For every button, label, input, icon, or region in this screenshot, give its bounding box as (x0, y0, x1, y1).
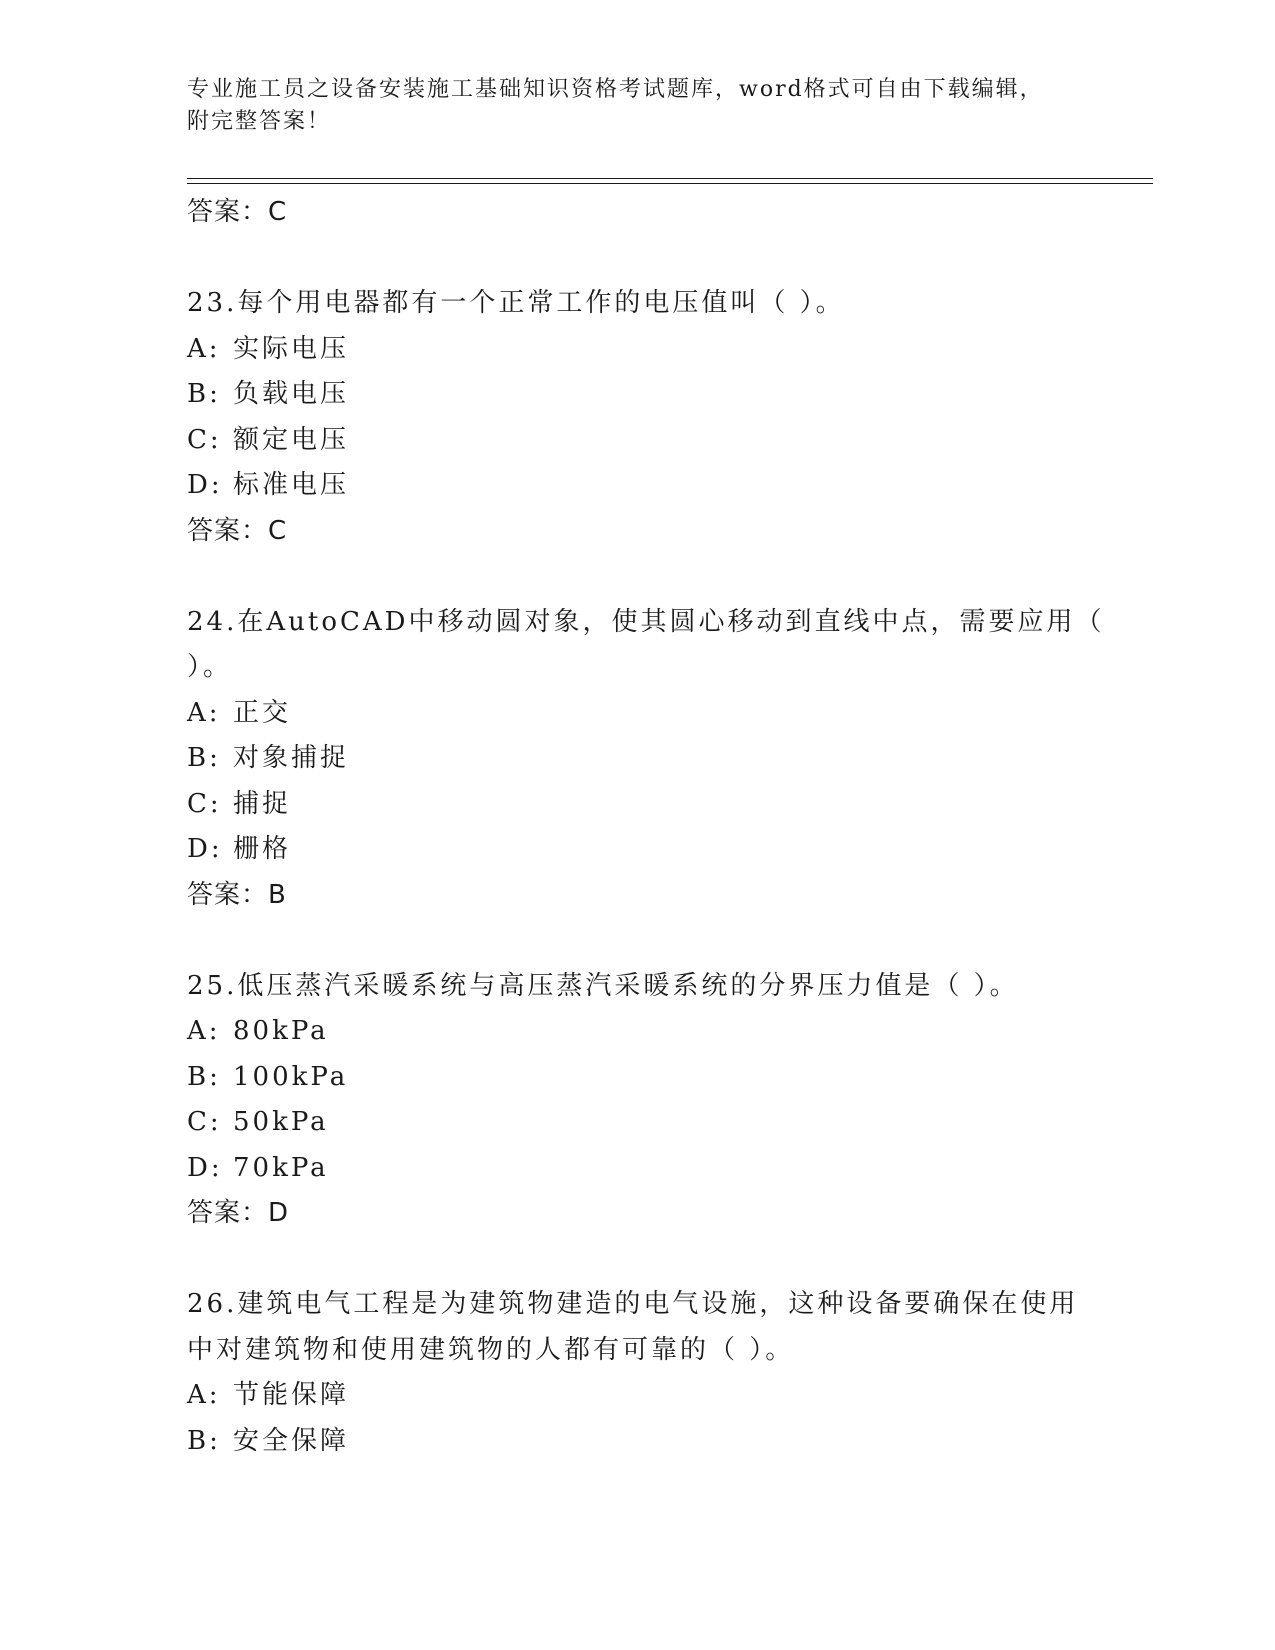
answer-line: 答案：C (187, 515, 288, 546)
option-d (187, 1146, 1087, 1192)
option-text: 50kPa (233, 1107, 329, 1137)
option-b (187, 1419, 1087, 1465)
option-a (187, 691, 1087, 737)
header-divider-bottom (187, 183, 1153, 184)
question-stem: 24.在AutoCAD中移动圆对象，使其圆心移动到直线中点，需要应用（ (187, 606, 1105, 637)
question-stem-continued: 中对建筑物和使用建筑物的人都有可靠的（ ）。 (187, 1334, 795, 1365)
option-text: 安全保障 (233, 1425, 350, 1456)
option-text: 捕捉 (233, 788, 292, 819)
option-text: 实际电压 (233, 333, 350, 364)
option-letter: B: (187, 1425, 221, 1456)
option-b (187, 372, 1087, 418)
question-25 (187, 964, 1087, 1237)
option-c (187, 1100, 1087, 1146)
option-letter: A: (187, 333, 221, 364)
option-letter: A: (187, 697, 221, 728)
spacer (187, 1237, 1087, 1283)
answer-line: 答案：D (187, 1198, 290, 1228)
question-26 (187, 1282, 1087, 1464)
option-letter: A: (187, 1380, 221, 1410)
option-letter: D: (187, 834, 223, 864)
previous-answer: 答案：C (187, 197, 288, 227)
option-a (187, 1009, 1087, 1055)
question-stem: 25.低压蒸汽采暖系统与高压蒸汽采暖系统的分界压力值是（ ）。 (187, 970, 1019, 1001)
option-text: 正交 (233, 697, 292, 728)
option-letter: C: (187, 788, 222, 819)
answer-line: 答案：B (187, 879, 287, 910)
option-text: 100kPa (233, 1061, 349, 1092)
option-text: 80kPa (233, 1016, 329, 1046)
option-b (187, 736, 1087, 782)
header-divider-top (187, 178, 1153, 179)
option-letter: C: (187, 1107, 222, 1137)
option-letter: D: (187, 1152, 223, 1183)
option-d (187, 463, 1087, 509)
option-text: 对象捕捉 (233, 743, 350, 773)
option-text: 额定电压 (233, 424, 350, 455)
option-text: 70kPa (233, 1152, 329, 1183)
question-stem-continued: ）。 (187, 652, 233, 682)
question-23 (187, 281, 1087, 554)
spacer (187, 236, 1087, 282)
question-list (187, 190, 1105, 1464)
option-letter: A: (187, 1016, 221, 1046)
option-a (187, 1373, 1087, 1419)
spacer (187, 554, 1087, 600)
option-letter: D: (187, 470, 223, 500)
option-b (187, 1055, 1087, 1101)
option-text: 节能保障 (233, 1380, 350, 1410)
option-letter: C: (187, 424, 222, 455)
option-text: 栅格 (233, 834, 292, 864)
question-24 (187, 600, 1105, 919)
document-header (187, 74, 1087, 138)
option-letter: B: (187, 379, 221, 409)
option-c (187, 782, 1087, 828)
option-letter: B: (187, 743, 221, 773)
option-text: 标准电压 (233, 470, 350, 500)
option-a (187, 327, 1087, 373)
spacer (187, 918, 1087, 964)
question-stem: 26.建筑电气工程是为建筑物建造的电气设施，这种设备要确保在使用 (187, 1289, 1079, 1319)
option-c (187, 418, 1087, 464)
option-text: 负载电压 (233, 379, 350, 409)
option-d (187, 827, 1087, 873)
option-letter: B: (187, 1061, 221, 1092)
header-line-2: 附完整答案！ (187, 109, 332, 134)
header-line-1: 专业施工员之设备安装施工基础知识资格考试题库，word格式可自由下载编辑， (187, 77, 1044, 102)
question-stem: 23.每个用电器都有一个正常工作的电压值叫（ ）。 (187, 288, 845, 318)
